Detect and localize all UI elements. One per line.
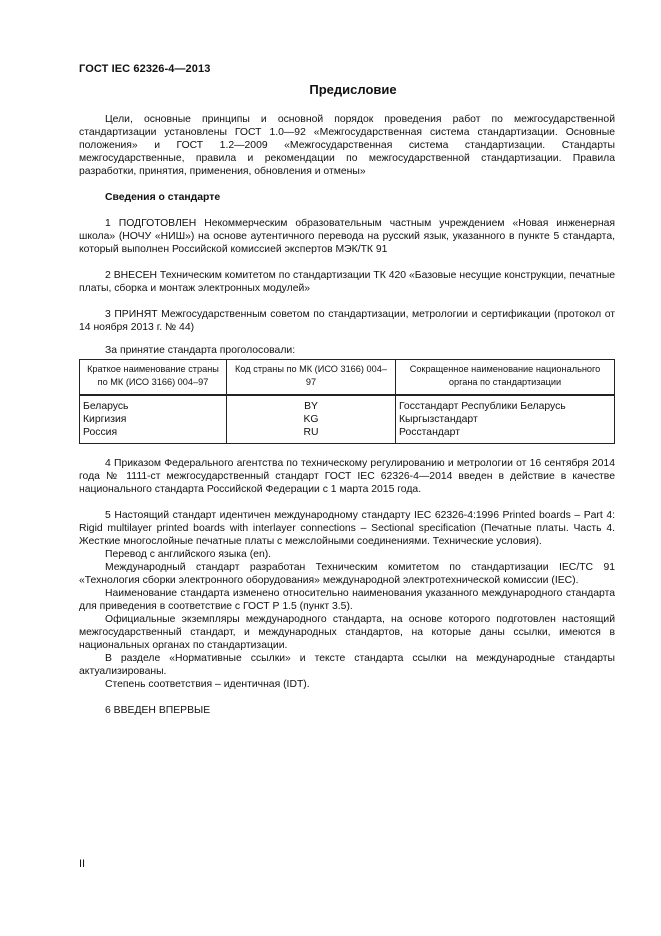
document-code-header: ГОСТ IEC 62326-4—2013 [79,63,211,75]
country-cell: Россия [80,426,227,444]
country-cell: Беларусь [80,395,227,413]
page-number: II [79,858,86,870]
intro-paragraph: Цели, основные принципы и основной порядок проведения работ по межгосударственной стандартизации установлены ГОСТ 1.0—92 «Межгосударственная система стандартизации. Основные положения» и ГОСТ 1.2—2009 «Межгосударственная система стандартизации. Стандарты межгосударственные, правила и рекомендации по межгосударственной стандартизации. Правила разработки, принятия, применения, обновления и отмены» [79,114,615,177]
body-cell: Кыргызстандарт [396,413,615,426]
document-body [79,113,615,717]
table-row [80,426,615,444]
page-title: Предисловие [309,82,397,97]
body-cell: Росстандарт [396,426,615,444]
item-1-paragraph: 1 ПОДГОТОВЛЕН Некоммерческим образовательным частным учреждением «Новая инженерная школа» (НОЧУ «НИШ») на основе аутентичного перевода на русский язык, указанного в пункте 5 стандарта, который выполнен Российской комиссией экспертов МЭК/ТК 91 [79,218,615,255]
item-2-paragraph: 2 ВНЕСЕН Техническим комитетом по стандартизации ТК 420 «Базовые несущие конструкции, печатные платы, сборка и монтаж электронных модулей» [79,270,615,294]
vote-intro: За принятие стандарта проголосовали: [105,345,296,356]
table-header-country: Краткое наименование страны по МК (ИСО 3166) 004–97 [80,360,227,396]
item-5-title-note: Наименование стандарта изменено относительно наименования указанного международного стандарта для приведения в соответствие с ГОСТ Р 1.5 (пункт 3.5). [79,588,615,612]
table-header-code: Код страны по МК (ИСО 3166) 004–97 [227,360,396,396]
item-5-conformity-note: Степень соответствия – идентичная (IDT). [105,679,310,690]
body-cell: Госстандарт Республики Беларусь [396,395,615,413]
table-row [80,395,615,413]
item-5-committee-note: Международный стандарт разработан Техническим комитетом по стандартизации IEC/TC 91 «Технология сборки электронного оборудования» международной электротехнической комиссии (IEC). [79,562,615,586]
code-cell: KG [227,413,396,426]
code-cell: RU [227,426,396,444]
table-row [80,413,615,426]
item-5-paragraph: 5 Настоящий стандарт идентичен международному стандарту IEC 62326-4:1996 Printed boards – Part 4: Rigid multilayer printed boards with interlayer connections – Sectional specification (Печатные платы. Часть 4. Жесткие многослойные печатные платы с межслойными соединениями. Технические условия). [79,510,615,547]
info-heading: Сведения о стандарте [105,192,221,203]
item-4-paragraph: 4 Приказом Федерального агентства по техническому регулированию и метрологии от 16 сентября 2014 года № 1111-ст межгосударственный стандарт ГОСТ IEC 62326-4—2014 введен в действие в качестве национального стандарта Российской Федерации с 1 марта 2015 года. [79,458,615,495]
table-header-body: Сокращенное наименование национального органа по стандартизации [396,360,615,396]
item-6-paragraph: 6 ВВЕДЕН ВПЕРВЫЕ [105,705,211,716]
country-cell: Киргизия [80,413,227,426]
code-cell: BY [227,395,396,413]
item-5-references-note: В разделе «Нормативные ссылки» и тексте стандарта ссылки на международные стандарты актуализированы. [79,653,615,677]
item-5-copies-note: Официальные экземпляры международного стандарта, на основе которого подготовлен настоящий межгосударственный стандарт, и международных стандартов, на которые даны ссылки, имеются в национальных органах по стандартизации. [79,614,615,651]
voting-table [79,359,615,444]
item-5-language-note: Перевод с английского языка (en). [105,549,272,560]
item-3-paragraph: 3 ПРИНЯТ Межгосударственным советом по стандартизации, метрологии и сертификации (протокол от 14 ноября 2013 г. № 44) [79,309,615,333]
